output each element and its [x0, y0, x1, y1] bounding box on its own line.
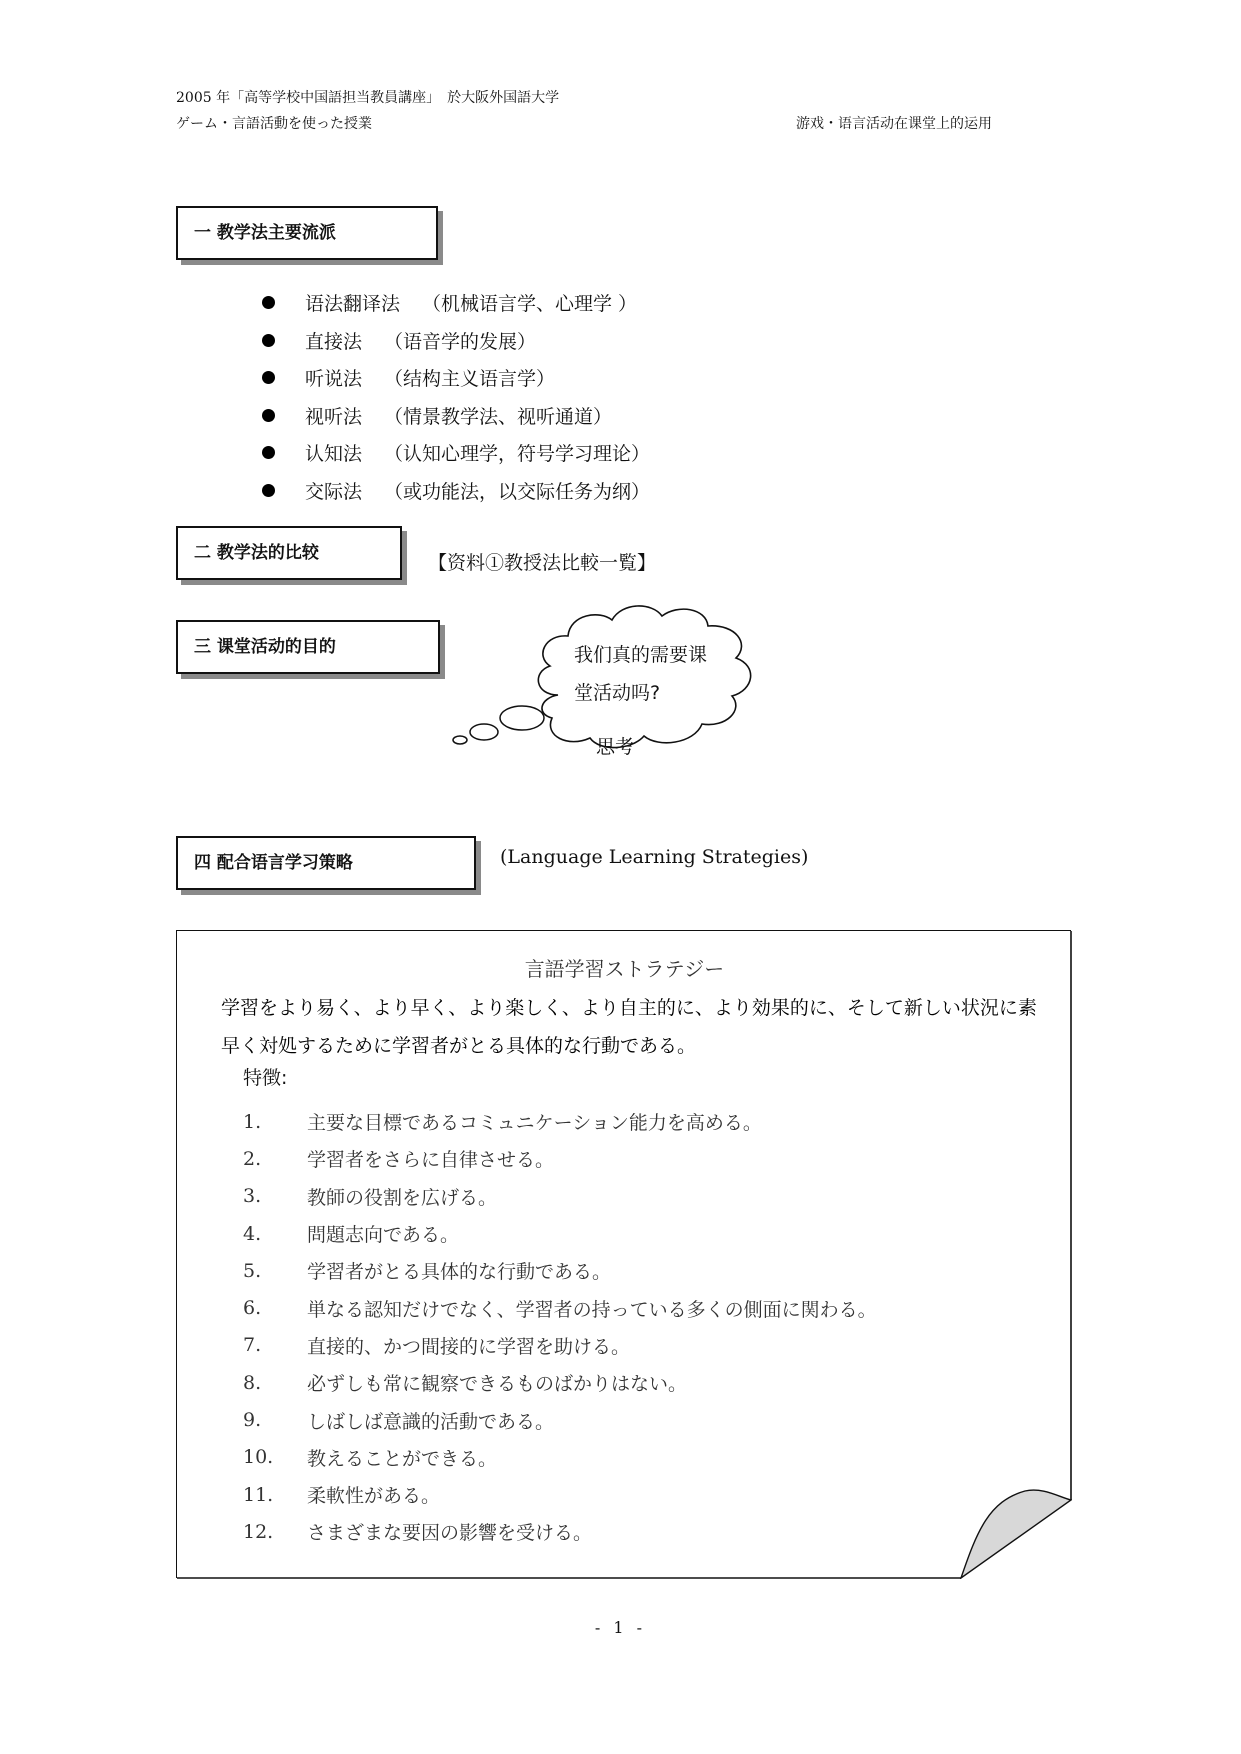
list-item: [243, 1327, 877, 1364]
bullet-icon: [262, 484, 275, 497]
item-text: 直接的、かつ間接的に学習を助ける。: [307, 1335, 631, 1358]
list-item: [243, 1513, 877, 1550]
section3-title: 三 课堂活动的目的: [176, 620, 440, 674]
method-note: （认知心理学，符号学习理论）: [384, 443, 651, 466]
item-text: 主要な目標であるコミュニケーション能力を高める。: [307, 1112, 762, 1135]
item-number: 2.: [243, 1147, 262, 1170]
method-note: （或功能法，以交际任务为纲）: [384, 480, 651, 503]
method-note: （机械语言学、心理学 ）: [422, 293, 638, 316]
list-item: [243, 1401, 877, 1438]
method-name: 听说法: [305, 368, 363, 391]
method-name: 交际法: [305, 480, 363, 503]
header-subtitle-zh: 游戏・语言活动在课堂上的运用: [796, 116, 992, 132]
strategies-panel: [176, 930, 1071, 1578]
bullet-icon: [262, 371, 275, 384]
item-number: 3.: [243, 1185, 262, 1208]
item-number: 12.: [243, 1520, 274, 1543]
method-note: （情景教学法、视听通道）: [384, 405, 613, 428]
method-name: 认知法: [305, 443, 363, 466]
panel-title: 言語学習ストラテジー: [524, 957, 725, 981]
method-name: 语法翻译法: [305, 293, 401, 316]
section4-english-note: (Language Learning Strategies): [500, 846, 809, 868]
item-number: 8.: [243, 1371, 262, 1394]
item-text: さまざまな要因の影響を受ける。: [307, 1522, 593, 1545]
method-note: （结构主义语言学）: [384, 368, 556, 391]
item-text: 学習者をさらに自律させる。: [307, 1149, 555, 1172]
method-name: 视听法: [305, 405, 363, 428]
item-number: 6.: [243, 1297, 262, 1320]
bullet-icon: [262, 296, 275, 309]
item-number: 5.: [243, 1259, 262, 1282]
item-number: 9.: [243, 1409, 262, 1432]
list-item: [243, 1178, 877, 1215]
section4-title: 四 配合语言学习策略: [176, 836, 476, 890]
section1-title: 一 教学法主要流派: [176, 206, 438, 260]
list-item: [243, 1289, 877, 1326]
list-item: [243, 1103, 877, 1140]
list-item: [262, 322, 650, 360]
item-number: 4.: [243, 1222, 262, 1245]
panel-description: 学習をより易く、より早く、より楽しく、より自主的に、より効果的に、そして新しい状況に素早く対処するために学習者がとる具体的な行動である。: [221, 997, 1037, 1057]
cloud-caption: 思考: [596, 736, 635, 758]
section2-reference: 【资料①教授法比較一覧】: [428, 552, 657, 574]
method-note: （语音学的发展）: [384, 330, 537, 353]
list-item: [243, 1252, 877, 1289]
section2-title: 二 教学法的比较: [176, 526, 402, 580]
features-label: 特徴:: [243, 1067, 288, 1089]
header-line1: 2005 年「高等学校中国語担当教員講座」 於大阪外国語大学: [176, 90, 560, 106]
item-text: 単なる認知だけでなく、学習者の持っている多くの側面に関わる。: [307, 1298, 877, 1321]
bullet-icon: [262, 446, 275, 459]
features-list: [243, 1103, 877, 1551]
item-number: 1.: [243, 1110, 262, 1133]
list-item: [262, 472, 650, 510]
item-number: 11.: [243, 1483, 274, 1506]
item-text: 柔軟性がある。: [307, 1485, 441, 1508]
bullet-icon: [262, 334, 275, 347]
page-number: - 1 -: [594, 1618, 647, 1637]
item-text: 教えることができる。: [307, 1447, 498, 1470]
cloud-question-line1: 我们真的需要课: [574, 644, 708, 666]
list-item: [243, 1476, 877, 1513]
item-text: 教師の役割を広げる。: [307, 1186, 498, 1209]
item-number: 10.: [243, 1446, 274, 1469]
list-item: [262, 434, 650, 472]
bullet-icon: [262, 409, 275, 422]
list-item: [262, 359, 650, 397]
list-item: [243, 1364, 877, 1401]
method-list: [262, 284, 650, 509]
header-subtitle-ja: ゲーム・言語活動を使った授業: [176, 116, 372, 132]
item-text: 必ずしも常に観察できるものばかりはない。: [307, 1373, 688, 1396]
list-item: [262, 284, 650, 322]
method-name: 直接法: [305, 330, 363, 353]
list-item: [243, 1215, 877, 1252]
item-number: 7.: [243, 1334, 262, 1357]
list-item: [262, 397, 650, 435]
item-text: しばしば意識的活動である。: [307, 1410, 555, 1433]
list-item: [243, 1439, 877, 1476]
list-item: [243, 1140, 877, 1177]
cloud-question-line2: 堂活动吗?: [574, 682, 661, 704]
item-text: 学習者がとる具体的な行動である。: [307, 1261, 612, 1284]
item-text: 問題志向である。: [307, 1224, 460, 1247]
